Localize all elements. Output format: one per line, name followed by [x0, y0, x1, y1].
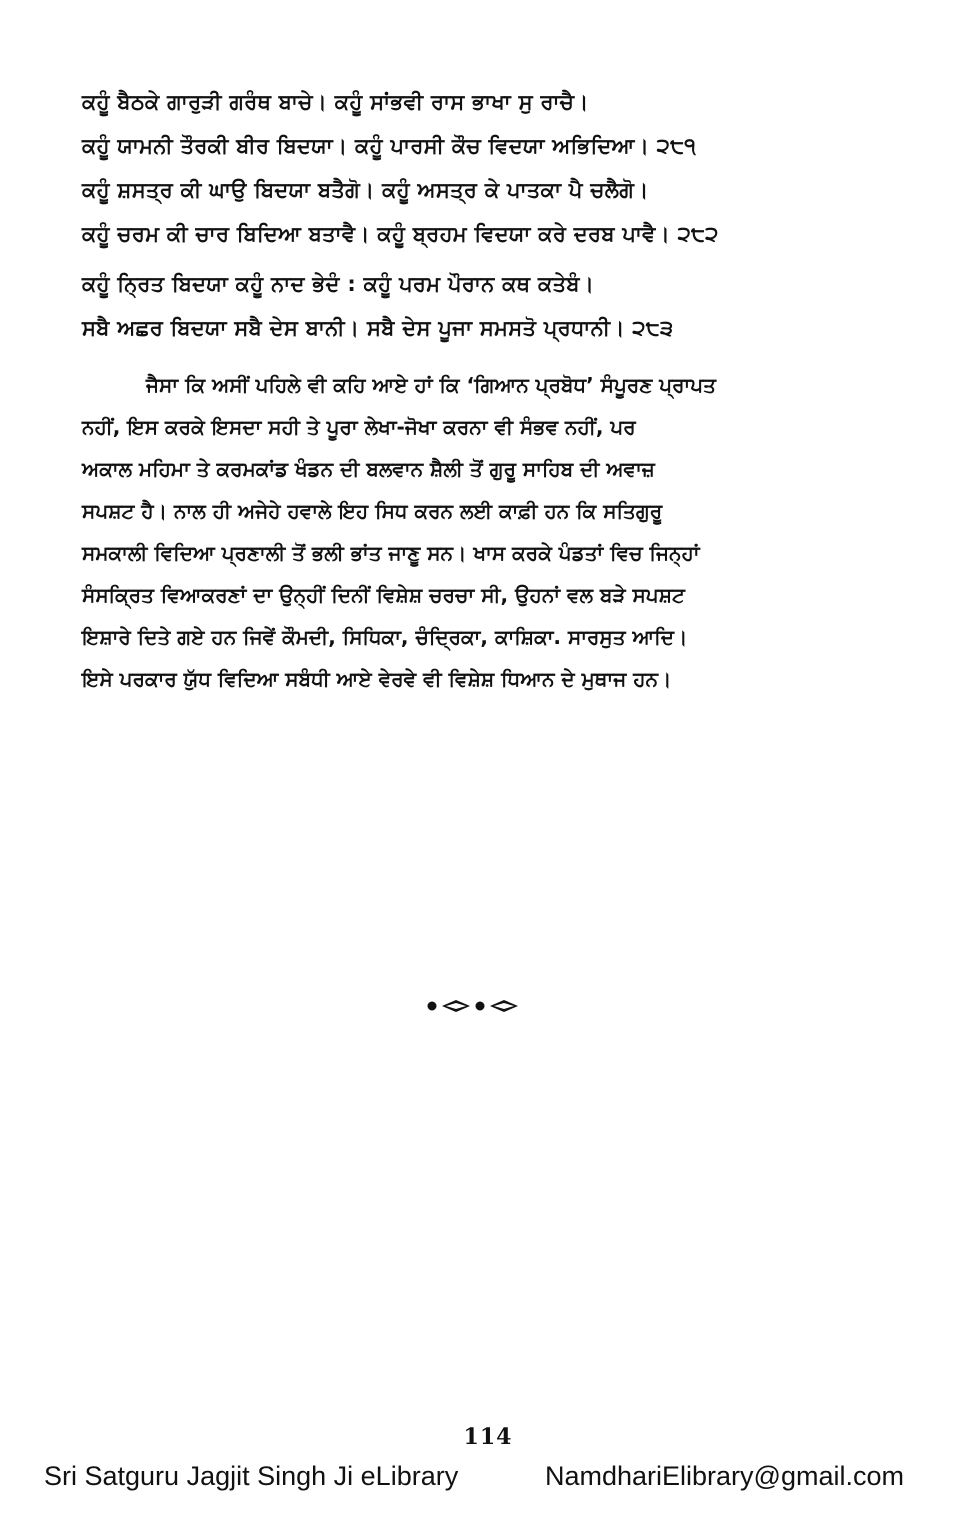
verse-283: [82, 262, 882, 350]
paragraph-line: ਇਸ਼ਾਰੇ ਦਿਤੇ ਗਏ ਹਨ ਜਿਵੇਂ ਕੌਮਦੀ, ਸਿਧਿਕਾ, ਚੰਦ੍ਰਿਕਾ, ਕਾਸ਼ਿਕਾ. ਸਾਰਸੁਤ ਆਦਿ।: [82, 625, 688, 649]
paragraph-line: ਨਹੀਂ, ਇਸ ਕਰਕੇ ਇਸਦਾ ਸਹੀ ਤੇ ਪੂਰਾ ਲੇਖਾ-ਜੋਖਾ ਕਰਨਾ ਵੀ ਸੰਭਵ ਨਹੀਂ, ਪਰ: [82, 415, 636, 439]
footer-email[interactable]: NamdhariElibrary@gmail.com: [544, 1461, 904, 1491]
commentary-paragraph: [82, 364, 882, 700]
footer-library-name: Sri Satguru Jagjit Singh Ji eLibrary: [44, 1461, 459, 1491]
paragraph-line: ਸੰਸਕ੍ਰਿਤ ਵਿਆਕਰਣਾਂ ਦਾ ਉਨ੍ਹੀਂ ਦਿਨੀਂ ਵਿਸ਼ੇਸ਼ ਚਰਚਾ ਸੀ, ਉਹਨਾਂ ਵਲ ਬੜੇ ਸਪਸ਼ਟ: [82, 583, 685, 607]
verse-281: [82, 80, 882, 168]
paragraph-line: ਸਪਸ਼ਟ ਹੈ। ਨਾਲ ਹੀ ਅਜੇਹੇ ਹਵਾਲੇ ਇਹ ਸਿਧ ਕਰਨ ਲਈ ਕਾਫ਼ੀ ਹਨ ਕਿ ਸਤਿਗੁਰੂ: [82, 499, 663, 523]
page-number: 114: [463, 1424, 513, 1450]
verse-282: [82, 168, 882, 256]
verse-line: ਕਹੂੰ ਚਰਮ ਕੀ ਚਾਰ ਬਿਦਿਆ ਬਤਾਵੈ। ਕਹੂੰ ਬ੍ਰਹਮ ਵਿਦਯਾ ਕਰੇ ਦਰਬ ਪਾਵੈ। ੨੮੨: [82, 222, 719, 246]
verse-line: ਕਹੂੰ ਨ੍ਰਿਤ ਬਿਦਯਾ ਕਹੂੰ ਨਾਦ ਭੇਦੰ : ਕਹੂੰ ਪਰਮ ਪੌਰਾਨ ਕਥ ਕਤੇਬੰ।: [82, 272, 595, 296]
paragraph-line: ਇਸੇ ਪਰਕਾਰ ਯੁੱਧ ਵਿਦਿਆ ਸਬੰਧੀ ਆਏ ਵੇਰਵੇ ਵੀ ਵਿਸ਼ੇਸ਼ ਧਿਆਨ ਦੇ ਮੁਥਾਜ ਹਨ।: [82, 667, 672, 691]
verse-line: ਸਬੈ ਅਛਰ ਬਿਦਯਾ ਸਬੈ ਦੇਸ ਬਾਨੀ। ਸਬੈ ਦੇਸ ਪੂਜਾ ਸਮਸਤੋ ਪ੍ਰਧਾਨੀ। ੨੮੩: [82, 316, 674, 340]
paragraph-line: ਸਮਕਾਲੀ ਵਿਦਿਆ ਪ੍ਰਣਾਲੀ ਤੋਂ ਭਲੀ ਭਾਂਤ ਜਾਣੂ ਸਨ। ਖਾਸ ਕਰਕੇ ਪੰਡਤਾਂ ਵਿਚ ਜਿਨ੍ਹਾਂ: [82, 541, 700, 565]
verse-line: ਕਹੂੰ ਸ਼ਸਤ੍ਰ ਕੀ ਘਾਉ ਬਿਦਯਾ ਬਤੈਗੋ। ਕਹੂੰ ਅਸਤ੍ਰ ਕੇ ਪਾਤਕਾ ਪੈ ਚਲੈਗੋ।: [82, 178, 649, 202]
section-divider-ornament-icon: [424, 996, 524, 1016]
verse-line: ਕਹੂੰ ਯਾਮਨੀ ਤੌਰਕੀ ਬੀਰ ਬਿਦਯਾ। ਕਹੂੰ ਪਾਰਸੀ ਕੌਚ ਵਿਦਯਾ ਅਭਿਦਿਆ। ੨੮੧: [82, 134, 697, 158]
verse-line: ਕਹੂੰ ਬੈਠਕੇ ਗਾਰੁੜੀ ਗਰੰਥ ਬਾਚੇ। ਕਹੂੰ ਸਾਂਭਵੀ ਰਾਸ ਭਾਖਾ ਸੁ ਰਾਚੈ।: [82, 90, 589, 114]
paragraph-line: ਅਕਾਲ ਮਹਿਮਾ ਤੇ ਕਰਮਕਾਂਡ ਖੰਡਨ ਦੀ ਬਲਵਾਨ ਸ਼ੈਲੀ ਤੋਂ ਗੁਰੂ ਸਾਹਿਬ ਦੀ ਅਵਾਜ਼: [82, 457, 655, 481]
paragraph-line: ਜੈਸਾ ਕਿ ਅਸੀਂ ਪਹਿਲੇ ਵੀ ਕਹਿ ਆਏ ਹਾਂ ਕਿ ‘ਗਿਆਨ ਪ੍ਰਬੋਧ’ ਸੰਪੂਰਣ ਪ੍ਰਾਪਤ: [146, 373, 716, 397]
